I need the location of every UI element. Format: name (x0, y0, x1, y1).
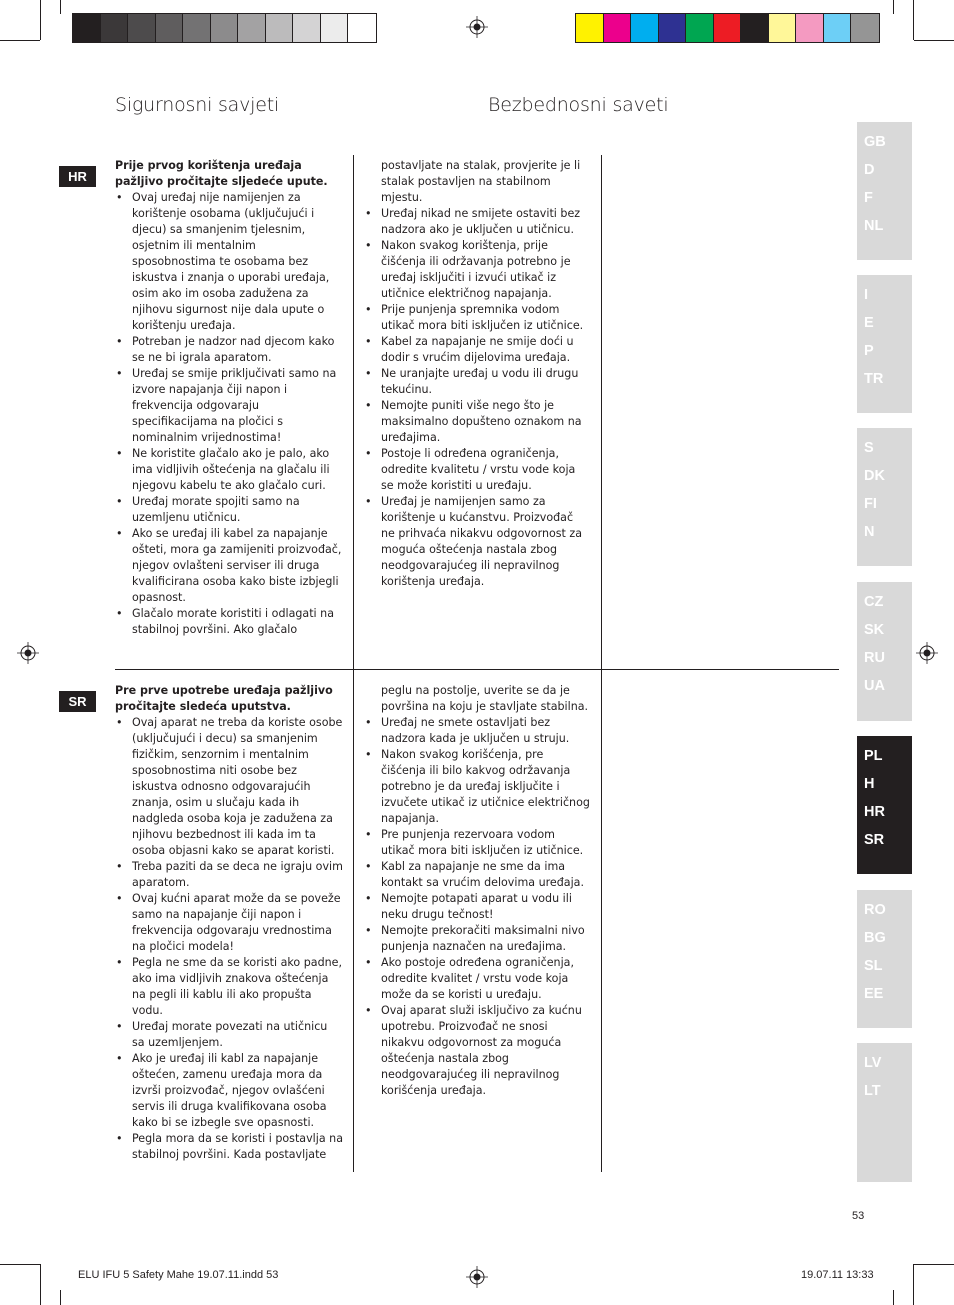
list-item: • Uređaj ne smete ostavljati bez nadzora kada je uključen u struju. (364, 715, 590, 747)
hr-continuation: postavljate na stalak, provjerite je li stalak postavljen na stabilnom mjestu. (381, 159, 581, 204)
column-divider (353, 155, 354, 670)
color-swatch (659, 14, 687, 42)
list-item: • Nemojte prekoračiti maksimalni nivo punjenja naznačen na uređajima. (364, 923, 590, 955)
color-swatch (604, 14, 632, 42)
color-swatch (101, 14, 129, 42)
list-item: • Ako je uređaj ili kabl za napajanje oštećen, zamenu uređaja mora da izvrši proizvođač, njegov ovlašćeni servis ili druga kvalifikovana osoba kako bi se izbegle sve opasnosti. (115, 1051, 343, 1131)
language-code: PL (864, 748, 883, 764)
list-item: • Nakon svakog korišćenja, pre čišćenja ili bilo kakvog održavanja potrebno je da uređaj isključite i izvučete utikač iz utičnice električnog napajanja. (364, 747, 590, 827)
list-item: • Prije punjenja spremnika vodom utikač mora biti isključen iz utičnice. (364, 302, 590, 334)
color-swatch (321, 14, 349, 42)
list-item: • Uređaj morate spojiti samo na uzemljenu utičnicu. (115, 494, 343, 526)
sr-column-1 (115, 683, 343, 1163)
language-code: CZ (864, 594, 884, 610)
crop-mark (60, 1290, 61, 1305)
language-code: NL (864, 218, 884, 234)
language-code: TR (864, 371, 884, 387)
language-code: LV (864, 1055, 882, 1071)
color-swatch (576, 14, 604, 42)
language-group (857, 428, 912, 566)
page-title-hr: Sigurnosni savjeti (115, 94, 280, 116)
crop-mark (0, 40, 40, 41)
crop-mark (40, 1264, 41, 1305)
list-item: • Treba paziti da se deca ne igraju ovim aparatom. (115, 859, 343, 891)
hr-intro: Prije prvog korištenja uređaja pažljivo pročitajte sljedeće upute. (115, 159, 328, 188)
color-swatch (631, 14, 659, 42)
list-item: • Pegla ne sme da se koristi ako padne, ako ima vidljivih znakova oštećenja na pegli ili kablu ili ako propušta vodu. (115, 955, 343, 1019)
language-badge-sr: SR (59, 691, 96, 712)
language-group (857, 275, 912, 413)
language-group (857, 1043, 912, 1182)
language-code: RO (864, 902, 886, 918)
crop-mark (0, 1264, 40, 1265)
language-code: SK (864, 622, 885, 638)
sr-safety-list-continued (364, 715, 590, 1099)
color-swatch (824, 14, 852, 42)
crop-mark (40, 0, 41, 40)
color-swatch (714, 14, 742, 42)
color-swatch (238, 14, 266, 42)
language-code: DK (864, 468, 885, 484)
language-code: I (864, 287, 869, 303)
registration-mark-icon (916, 642, 938, 664)
language-code: RU (864, 650, 885, 666)
column-divider (601, 155, 602, 670)
hr-column-2 (364, 158, 590, 590)
language-code: EE (864, 986, 884, 1002)
list-item: • Nakon svakog korištenja, prije čišćenja ili održavanja potrebno je uređaj isključiti i izvući utikač iz utičnice električnog napajanja. (364, 238, 590, 302)
list-item: • Pegla mora da se koristi i postavlja na stabilnoj površini. Kada postavljate (115, 1131, 343, 1163)
section-divider (115, 669, 839, 670)
list-item: • Ne uranjajte uređaj u vodu ili drugu tekućinu. (364, 366, 590, 398)
language-group (857, 582, 912, 721)
sr-intro: Pre prve upotrebe uređaja pažljivo pročitajte sledeća uputstva. (115, 684, 333, 713)
hr-column-1 (115, 158, 343, 638)
list-item: • Nemojte puniti više nego što je maksimalno dopušteno oznakom na uređajima. (364, 398, 590, 446)
list-item: • Uređaj nikad ne smijete ostaviti bez nadzora ako je uključen u utičnicu. (364, 206, 590, 238)
crop-mark (913, 0, 914, 40)
language-code: BG (864, 930, 886, 946)
list-item: • Potreban je nadzor nad djecom kako se ne bi igrala aparatom. (115, 334, 343, 366)
list-item: • Ovaj uređaj nije namijenjen za korištenje osobama (uključujući i djecu) sa smanjenim tjelesnim, osjetnim ili mentalnim sposobnostima te osobama bez iskustva i znanja o uporabi uređaja, osim ako im osoba zadužena za njihovu sigurnost nije dala upute o korištenju uređaja. (115, 190, 343, 334)
footer-file-info: ELU IFU 5 Safety Mahe 19.07.11.indd 53 (78, 1269, 279, 1281)
list-item: • Ako se uređaj ili kabel za napajanje ošteti, mora ga zamijeniti proizvođač, njegov ovlašteni serviser ili druga kvalificirana osoba kako biste izbjegli opasnost. (115, 526, 343, 606)
list-item: • Ovaj aparat ne treba da koriste osobe (uključujući i decu) sa smanjenim fizičkim, senzornim i mentalnim sposobnostima niti osobe bez iskustva odnosno odgovarajućih znanja, osim u slučaju kada ih nadgleda osoba koja je zadužena za njihovu bezbednost ili kada im ta osoba objasni kako se aparat koristi. (115, 715, 343, 859)
color-swatch (293, 14, 321, 42)
list-item: • Pre punjenja rezervoara vodom utikač mora biti isključen iz utičnice. (364, 827, 590, 859)
list-item: • Glačalo morate koristiti i odlagati na stabilnoj površini. Ako glačalo (115, 606, 343, 638)
language-group (857, 122, 912, 260)
column-divider (601, 670, 602, 1172)
language-code: SL (864, 958, 883, 974)
sr-column-2 (364, 683, 590, 1099)
list-item: • Kabl za napajanje ne sme da ima kontakt sa vrućim delovima uređaja. (364, 859, 590, 891)
list-item: • Kabel za napajanje ne smije doći u dodir s vrućim dijelovima uređaja. (364, 334, 590, 366)
grayscale-color-bar (72, 13, 377, 43)
language-code: SR (864, 832, 885, 848)
language-code: E (864, 315, 874, 331)
color-swatch (266, 14, 294, 42)
language-code: F (864, 190, 873, 206)
crop-mark (60, 0, 61, 14)
registration-mark-icon (466, 1266, 488, 1288)
process-color-bar (575, 13, 880, 43)
language-code: HR (864, 804, 885, 820)
language-code: H (864, 776, 875, 792)
language-code: S (864, 440, 874, 456)
list-item: • Ovaj aparat služi isključivo za kućnu upotrebu. Proizvođač ne snosi nikakvu odgovornost za moguća oštećenja nastala zbog neodgovarajućeg ili nepravilnog korišćenja uređaja. (364, 1003, 590, 1099)
color-swatch (796, 14, 824, 42)
color-swatch (211, 14, 239, 42)
list-item: • Uređaj morate povezati na utičnicu sa uzemljenjem. (115, 1019, 343, 1051)
color-swatch (73, 14, 101, 42)
crop-mark (893, 0, 894, 14)
color-swatch (686, 14, 714, 42)
list-item: • Postoje li određena ograničenja, odredite kvalitetu / vrstu vode koja se može koristiti u uređaju. (364, 446, 590, 494)
sr-continuation: peglu na postolje, uverite se da je površina na koju je stavljate stabilna. (381, 684, 589, 713)
language-code: UA (864, 678, 885, 694)
language-code: LT (864, 1083, 881, 1099)
crop-mark (914, 40, 954, 41)
list-item: • Nemojte potapati aparat u vodu ili neku drugu tečnost! (364, 891, 590, 923)
list-item: • Ne koristite glačalo ako je palo, ako ima vidljivih oštećenja na glačalu ili njegovu kabelu te ako glačalo curi. (115, 446, 343, 494)
color-swatch (183, 14, 211, 42)
language-code: P (864, 343, 874, 359)
color-swatch (851, 14, 879, 42)
language-code: D (864, 162, 875, 178)
column-divider (353, 670, 354, 1172)
color-swatch (348, 14, 376, 42)
footer-datetime: 19.07.11 13:33 (801, 1269, 874, 1281)
list-item: • Uređaj je namijenjen samo za korištenje u kućanstvu. Proizvođač ne prihvaća nikakvu odgovornost za moguća oštećenja nastala zbog neodgovarajućeg ili nepravilnog korištenja uređaja. (364, 494, 590, 590)
crop-mark (913, 1264, 914, 1305)
language-code: GB (864, 134, 886, 150)
color-swatch (128, 14, 156, 42)
sr-safety-list (115, 715, 343, 1163)
registration-mark-icon (17, 642, 39, 664)
list-item: • Ako postoje određena ograničenja, odredite kvalitet / vrstu vode koja može da se koristi u uređaju. (364, 955, 590, 1003)
list-item: • Uređaj se smije priključivati samo na izvore napajanja čiji napon i frekvencija odgovaraju specifikacijama na pločici s nominalnim vrijednostima! (115, 366, 343, 446)
page-number: 53 (852, 1210, 865, 1222)
language-group (857, 736, 912, 874)
registration-mark-icon (466, 16, 488, 38)
language-badge-hr: HR (59, 166, 96, 187)
color-swatch (769, 14, 797, 42)
color-swatch (741, 14, 769, 42)
page-title-sr: Bezbednosni saveti (488, 94, 669, 116)
hr-safety-list-continued (364, 206, 590, 590)
color-swatch (156, 14, 184, 42)
language-group (857, 890, 912, 1028)
language-code: FI (864, 496, 877, 512)
hr-safety-list (115, 190, 343, 638)
crop-mark (914, 1264, 954, 1265)
crop-mark (893, 1290, 894, 1305)
language-code: N (864, 524, 875, 540)
list-item: • Ovaj kućni aparat može da se poveže samo na napajanje čiji napon i frekvencija odgovaraju vrednostima na pločici modela! (115, 891, 343, 955)
